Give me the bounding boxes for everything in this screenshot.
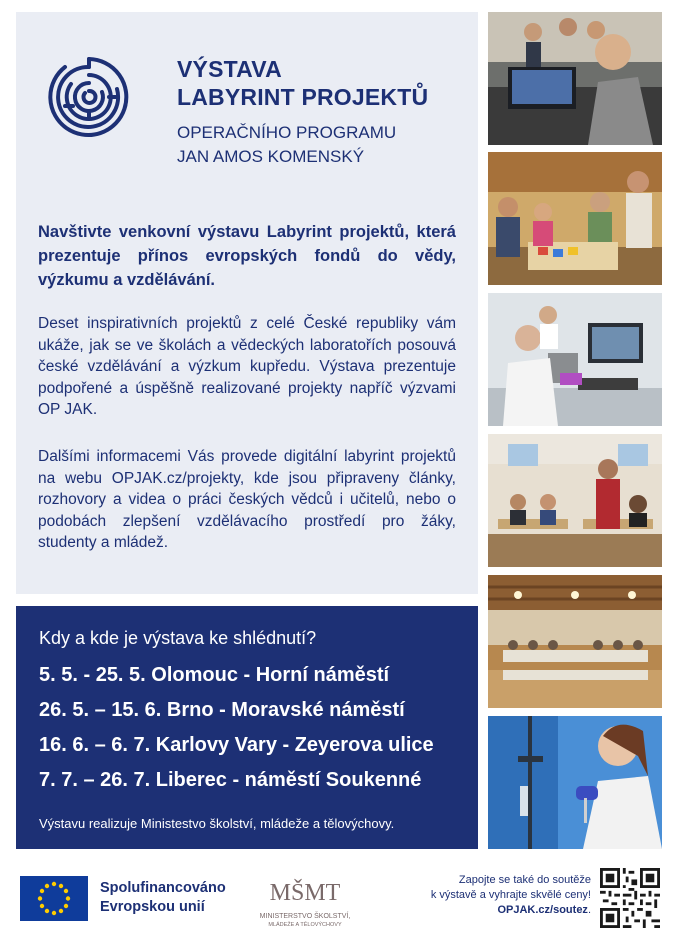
competition-line-1: Zapojte se také do soutěže bbox=[458, 874, 591, 886]
schedule-question: Kdy a kde je výstava ke shlédnutí? bbox=[39, 628, 317, 648]
title-line-1: VÝSTAVA bbox=[177, 56, 282, 82]
ministry-line-1: MINISTERSTVO ŠKOLSTVÍ, bbox=[259, 913, 351, 920]
competition-line-2: k výstavě a vyhrajte skvělé ceny! bbox=[430, 889, 591, 901]
eu-label-line-2: Evropskou unií bbox=[100, 899, 205, 915]
schedule-note: Výstavu realizuje Ministestvo školství, mládeže a tělovýchovy. bbox=[39, 816, 395, 831]
schedule-item: 26. 5. – 15. 6. Brno - Moravské náměstí bbox=[39, 699, 405, 721]
ministry-logo bbox=[250, 870, 360, 930]
qr-code-icon[interactable] bbox=[600, 868, 660, 928]
intro-paragraph-1: Deset inspirativních projektů z celé České republiky vám ukáže, jak se ve školách a vědeckých laboratořích posouvá české vzdělávání a výzkum kupředu. Výstava prezentuje podpořené a úspěšně realizované projekty napříč výzvami OP JAK. bbox=[38, 315, 456, 418]
intro-lead: Navštivte venkovní výstavu Labyrint projektů, která prezentuje přínos evropských fondů do vědy, výzkumu a vzdělávání. bbox=[38, 223, 456, 289]
eu-cofinancing-label bbox=[100, 879, 226, 917]
title-line-2: LABYRINT PROJEKTŮ bbox=[177, 84, 429, 110]
photo-kindergarten bbox=[488, 152, 662, 285]
competition-note bbox=[431, 873, 591, 918]
photo-kids-laptop bbox=[488, 12, 662, 145]
competition-end: . bbox=[587, 904, 591, 916]
eu-label-line-1: Spolufinancováno bbox=[100, 880, 226, 896]
schedule-item: 7. 7. – 26. 7. Liberec - náměstí Soukenné bbox=[39, 769, 422, 791]
competition-link[interactable]: OPJAK.cz/soutez bbox=[497, 904, 588, 916]
photo-classroom bbox=[488, 434, 662, 567]
ministry-line-2: MLÁDEŽE A TĚLOVÝCHOVY bbox=[268, 922, 342, 928]
eu-flag-icon bbox=[20, 876, 88, 921]
schedule-box bbox=[16, 606, 478, 849]
photo-pipette-scientist bbox=[488, 716, 662, 849]
subtitle-line-1: OPERAČNÍHO PROGRAMU bbox=[177, 123, 397, 142]
photo-school-hall bbox=[488, 575, 662, 708]
schedule-item: 5. 5. - 25. 5. Olomouc - Horní náměstí bbox=[39, 664, 390, 686]
ministry-mark: MŠMT bbox=[269, 880, 341, 906]
intro-paragraph-2: Dalšími informacemi Vás provede digitální labyrint projektů na webu OPJAK.cz/projekty, kde jsou připraveny články, rozhovory a videa o práci českých vědců i učitelů, nebo o podobách zlepšení vzdělávacího prostředí pro žáky, studenty a mládež. bbox=[38, 448, 456, 551]
schedule-item: 16. 6. – 6. 7. Karlovy Vary - Zeyerova ulice bbox=[39, 734, 434, 756]
photo-laboratory bbox=[488, 293, 662, 426]
labyrinth-icon bbox=[48, 56, 130, 138]
subtitle-line-2: JAN AMOS KOMENSKÝ bbox=[177, 147, 365, 166]
